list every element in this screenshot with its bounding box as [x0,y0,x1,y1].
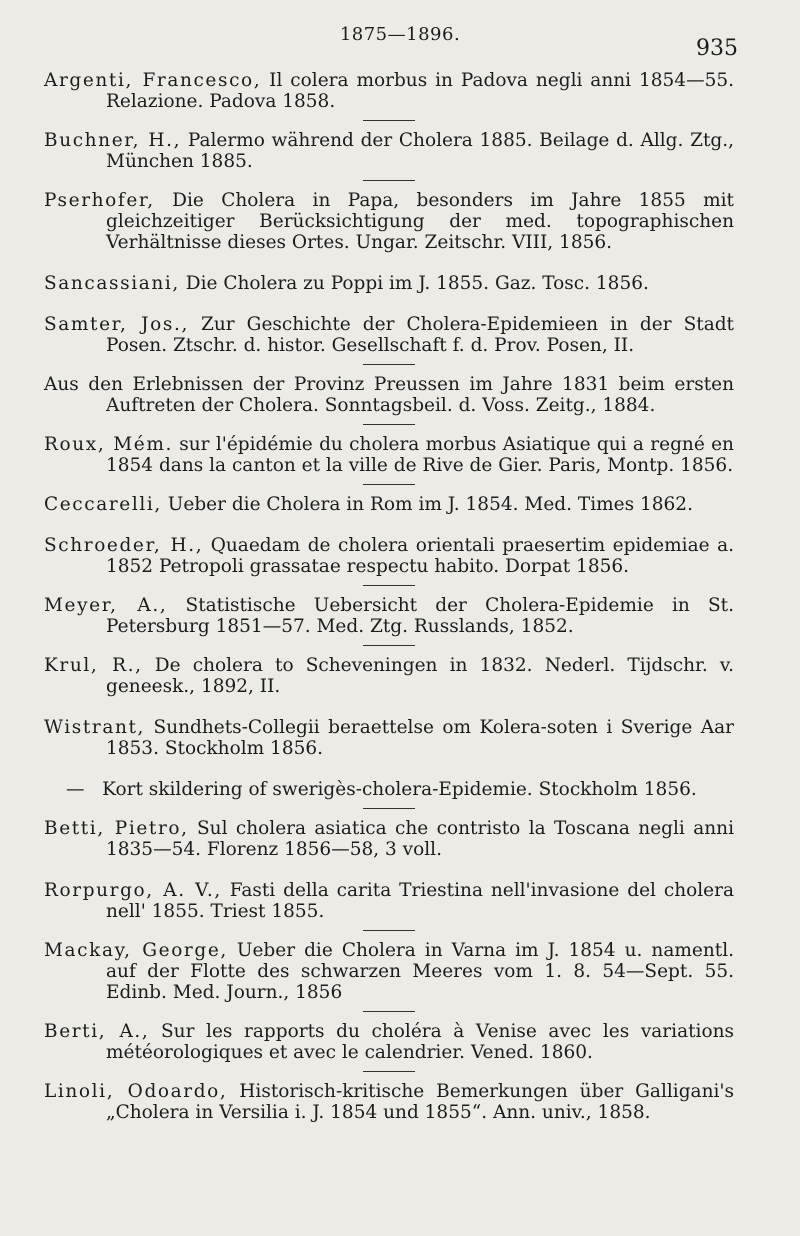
entry-text: Statistische Uebersicht der Cholera-Epidemie in St. Petersburg 1851—57. Med. Ztg. Russlands, 1852. [106,595,734,637]
running-head: 1875—1896. [339,24,461,45]
entry-author: Betti, Pietro, [44,818,189,839]
entry-text: Ueber die Cholera in Rom im J. 1854. Med. Times 1862. [167,494,693,515]
entry-text: De cholera to Scheveningen in 1832. Nederl. Tijdschr. v. geneesk., 1892, II. [106,655,734,697]
separator-rule [363,645,415,646]
entry-text: Fasti della carita Triestina nell'invasione del cholera nell' 1855. Triest 1855. [106,880,734,922]
entry-text: Historisch-kritische Bemerkungen über Galligani's „Cholera in Versilia i. J. 1854 und 1855“. Ann. univ., 1858. [106,1081,734,1123]
separator-rule [363,808,415,809]
entry-text: sur l'épidémie du cholera morbus Asiatique qui a regné en 1854 dans la canton et la ville de Rive de Gier. Paris, Montp. 1856. [106,434,734,476]
entry-author: Meyer, A., [44,595,168,616]
separator-rule [363,484,415,485]
entry-dash: — [66,779,85,800]
spacer [44,759,734,779]
separator-rule [363,585,415,586]
entry-author: Roux, Mém. [44,434,173,455]
spacer [44,515,734,535]
entry-author: Pserhofer, [44,190,155,211]
entry-text: Il colera morbus in Padova negli anni 1854—55. Relazione. Padova 1858. [106,70,734,112]
bibliography-entry [44,940,734,1003]
bibliography-entry [44,595,734,637]
spacer [44,253,734,273]
bibliography-entry [44,70,734,112]
spacer [44,697,734,717]
spacer [44,860,734,880]
entry-author: Buchner, H., [44,130,182,151]
entry-text: Sur les rapports du choléra à Venise avec les variations météorologiques et avec le calendrier. Vened. 1860. [106,1021,734,1063]
entry-author: Rorpurgo, A. V., [44,880,222,901]
entry-text: Sul cholera asiatica che contristo la Toscana negli anni 1835—54. Florenz 1856—58, 3 voll. [106,818,734,860]
bibliography-entry [44,374,734,416]
separator-rule [363,424,415,425]
entry-text: Die Cholera zu Poppi im J. 1855. Gaz. Tosc. 1856. [185,273,649,294]
bibliography-entry [44,1021,734,1063]
bibliography-entry [44,130,734,172]
entry-author: Wistrant, [44,717,146,738]
entry-author: Berti, A., [44,1021,150,1042]
bibliography-entry [44,1081,734,1123]
entry-text: Ueber die Cholera in Varna im J. 1854 u. namentl. auf der Flotte des schwarzen Meeres vom 1. 8. 54—Sept. 55. Edinb. Med. Journ., 1856 [106,940,734,1003]
entry-text: Palermo während der Cholera 1885. Beilage d. Allg. Ztg., München 1885. [106,130,734,172]
entry-text: Die Cholera in Papa, besonders im Jahre 1855 mit gleichzeitiger Berücksichtigung der med. topographischen Verhältnisse dieses Ortes. Ungar. Zeitschr. VIII, 1856. [106,190,734,253]
entry-text: Zur Geschichte der Cholera-Epidemieen in der Stadt Posen. Ztschr. d. histor. Gesellschaft f. d. Prov. Posen, II. [106,314,734,356]
bibliography-list [44,70,734,1123]
separator-rule [363,364,415,365]
separator-rule [363,930,415,931]
bibliography-entry [44,779,734,800]
entry-author: Ceccarelli, [44,494,162,515]
bibliography-entry [44,434,734,476]
entry-author: Sancassiani, [44,273,180,294]
bibliography-entry [44,190,734,253]
bibliography-entry [44,314,734,356]
separator-rule [363,1071,415,1072]
entry-author: Linoli, Odoardo, [44,1081,228,1102]
spacer [44,294,734,314]
page-number: 935 [696,36,738,61]
entry-text: Quaedam de cholera orientali praesertim epidemiae a. 1852 Petropoli grassatae respectu habito. Dorpat 1856. [106,535,734,577]
separator-rule [363,180,415,181]
entry-author: Krul, R., [44,655,143,676]
entry-author: Schroeder, H., [44,535,204,556]
separator-rule [363,1011,415,1012]
entry-author: Mackay, George, [44,940,228,961]
separator-rule [363,120,415,121]
bibliography-entry [44,655,734,697]
entry-text: Aus den Erlebnissen der Provinz Preussen im Jahre 1831 beim ersten Auftreten der Cholera. Sonntagsbeil. d. Voss. Zeitg., 1884. [44,374,734,416]
bibliography-entry [44,717,734,759]
bibliography-entry [44,494,734,515]
bibliography-entry [44,880,734,922]
entry-text: Sundhets-Collegii beraettelse om Kolera-soten i Sverige Aar 1853. Stockholm 1856. [106,717,735,759]
bibliography-entry [44,273,734,294]
entry-text: Kort skildering of swerigès-cholera-Epidemie. Stockholm 1856. [102,779,697,800]
entry-author: Argenti, Francesco, [44,70,262,91]
entry-author: Samter, Jos., [44,314,189,335]
bibliography-entry [44,818,734,860]
bibliography-entry [44,535,734,577]
